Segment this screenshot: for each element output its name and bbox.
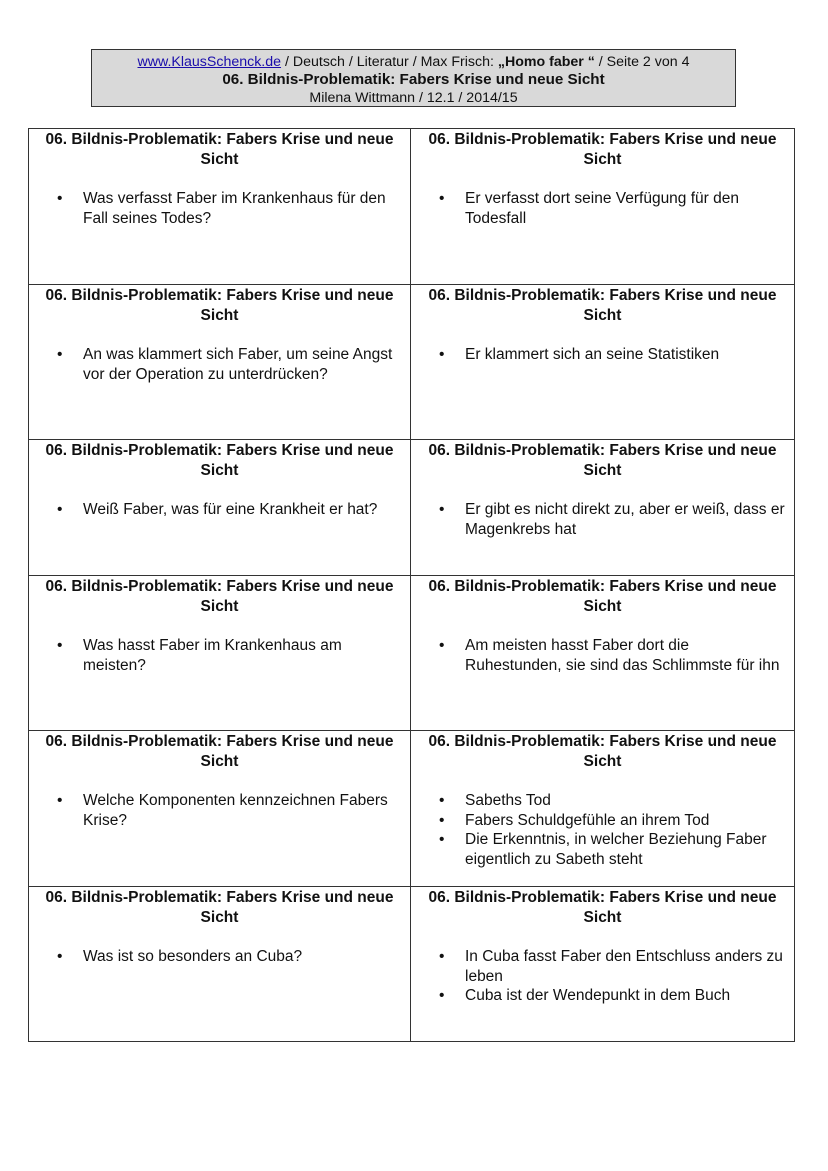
answer-item: • Er verfasst dort seine Verfügung für den Todesfall	[465, 189, 788, 228]
question-list	[29, 636, 410, 675]
answer-item: • In Cuba fasst Faber den Entschluss anders zu leben	[465, 947, 788, 986]
question-cell	[29, 576, 411, 731]
question-item: • Was ist so besonders an Cuba?	[83, 947, 404, 967]
card-row	[29, 440, 795, 576]
answer-list	[411, 189, 794, 228]
answer-cell	[411, 731, 795, 887]
question-cell	[29, 285, 411, 440]
question-item: • Welche Komponenten kennzeichnen Fabers Krise?	[83, 791, 404, 830]
answer-list	[411, 500, 794, 539]
card-heading: 06. Bildnis-Problematik: Fabers Krise und neue Sicht	[45, 287, 394, 324]
answer-item: • Cuba ist der Wendepunkt in dem Buch	[465, 986, 788, 1006]
answer-list	[411, 345, 794, 365]
card-heading: 06. Bildnis-Problematik: Fabers Krise und neue Sicht	[428, 131, 777, 168]
question-list	[29, 791, 410, 830]
card-heading: 06. Bildnis-Problematik: Fabers Krise und neue Sicht	[45, 442, 394, 479]
card-heading: 06. Bildnis-Problematik: Fabers Krise und neue Sicht	[428, 733, 777, 770]
answer-item: • Sabeths Tod	[465, 791, 788, 811]
answer-item: • Am meisten hasst Faber dort die Ruhestunden, sie sind das Schlimmste für ihn	[465, 636, 788, 675]
answer-list	[411, 947, 794, 1006]
page-header	[91, 49, 736, 107]
work-title: „Homo faber “	[497, 54, 595, 70]
card-row	[29, 285, 795, 440]
question-list	[29, 947, 410, 967]
question-list	[29, 345, 410, 384]
card-row	[29, 887, 795, 1042]
breadcrumb: / Deutsch / Literatur / Max Frisch:	[281, 54, 498, 70]
question-item: • An was klammert sich Faber, um seine Angst vor der Operation zu unterdrücken?	[83, 345, 404, 384]
card-heading: 06. Bildnis-Problematik: Fabers Krise und neue Sicht	[45, 578, 394, 615]
card-row	[29, 576, 795, 731]
card-heading: 06. Bildnis-Problematik: Fabers Krise und neue Sicht	[428, 287, 777, 324]
card-row	[29, 129, 795, 285]
answer-cell	[411, 576, 795, 731]
question-cell	[29, 731, 411, 887]
answer-item: • Er gibt es nicht direkt zu, aber er weiß, dass er Magenkrebs hat	[465, 500, 788, 539]
site-link[interactable]: www.KlausSchenck.de	[137, 54, 282, 70]
card-heading: 06. Bildnis-Problematik: Fabers Krise und neue Sicht	[428, 442, 777, 479]
card-heading: 06. Bildnis-Problematik: Fabers Krise und neue Sicht	[428, 889, 777, 926]
answer-list	[411, 791, 794, 869]
question-list	[29, 500, 410, 520]
card-heading: 06. Bildnis-Problematik: Fabers Krise und neue Sicht	[45, 733, 394, 770]
question-cell	[29, 129, 411, 285]
answer-list	[411, 636, 794, 675]
page-info: / Seite 2 von 4	[594, 54, 690, 70]
card-heading: 06. Bildnis-Problematik: Fabers Krise und neue Sicht	[428, 578, 777, 615]
question-item: • Was verfasst Faber im Krankenhaus für den Fall seines Todes?	[83, 189, 404, 228]
answer-cell	[411, 285, 795, 440]
flashcard-table	[28, 128, 795, 1042]
answer-item: • Fabers Schuldgefühle an ihrem Tod	[465, 811, 788, 831]
answer-item: • Die Erkenntnis, in welcher Beziehung Faber eigentlich zu Sabeth steht	[465, 830, 788, 869]
question-cell	[29, 440, 411, 576]
card-heading: 06. Bildnis-Problematik: Fabers Krise und neue Sicht	[45, 131, 394, 168]
answer-cell	[411, 440, 795, 576]
header-source-line	[92, 53, 735, 71]
question-list	[29, 189, 410, 228]
card-heading: 06. Bildnis-Problematik: Fabers Krise und neue Sicht	[45, 889, 394, 926]
answer-cell	[411, 887, 795, 1042]
document-title: 06. Bildnis-Problematik: Fabers Krise und neue Sicht	[222, 71, 605, 88]
author-line: Milena Wittmann / 12.1 / 2014/15	[309, 90, 518, 106]
question-item: • Was hasst Faber im Krankenhaus am meisten?	[83, 636, 404, 675]
answer-cell	[411, 129, 795, 285]
card-row	[29, 731, 795, 887]
answer-item: • Er klammert sich an seine Statistiken	[465, 345, 788, 365]
question-cell	[29, 887, 411, 1042]
question-item: • Weiß Faber, was für eine Krankheit er hat?	[83, 500, 404, 520]
